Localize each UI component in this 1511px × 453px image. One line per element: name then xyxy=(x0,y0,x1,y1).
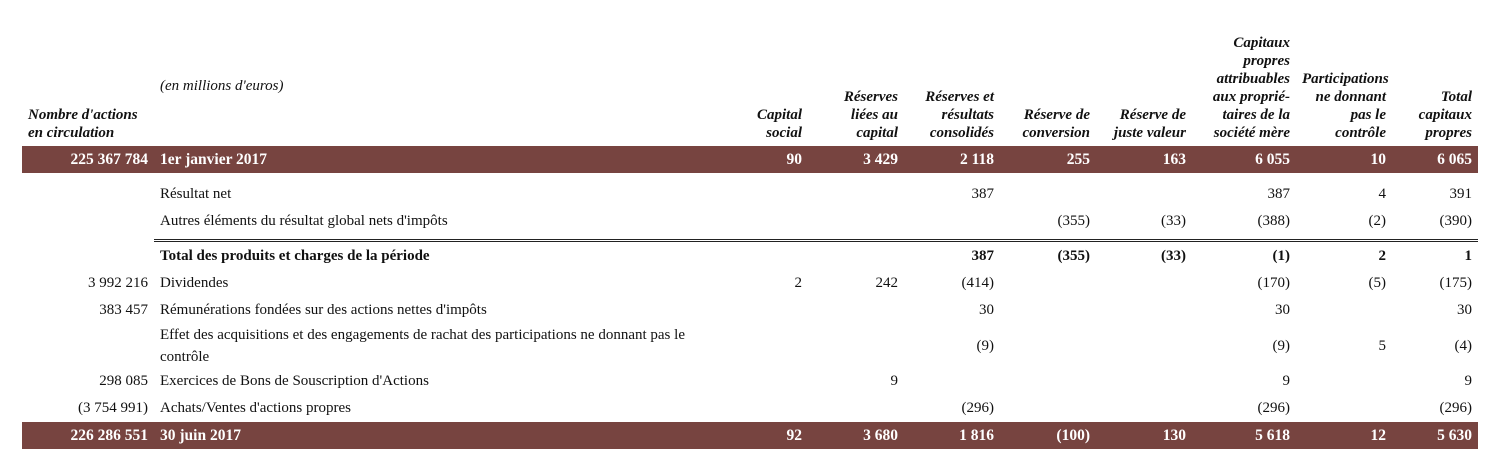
opening-value: 163 xyxy=(1096,146,1192,173)
row-value: (355) xyxy=(1057,213,1090,229)
total-value xyxy=(808,241,904,271)
row-value: (414) xyxy=(961,275,994,291)
closing-value: (100) xyxy=(1000,422,1096,449)
closing-balance-row xyxy=(22,422,1478,449)
row-value xyxy=(1296,368,1392,395)
row-shares xyxy=(22,208,154,235)
total-products-charges-row xyxy=(22,241,1478,271)
row-label: Dividendes xyxy=(160,275,229,291)
closing-value: 12 xyxy=(1296,422,1392,449)
opening-value: 3 429 xyxy=(808,146,904,173)
header-total: Total capitaux propres xyxy=(1418,89,1472,141)
closing-shares: 226 286 551 xyxy=(22,422,154,449)
header-reserves-capital: Réserves liées au capital xyxy=(843,89,898,141)
row-value: 9 xyxy=(890,373,898,389)
closing-value: 130 xyxy=(1096,422,1192,449)
opening-value: 6 055 xyxy=(1192,146,1296,173)
row-value: 30 xyxy=(979,302,994,318)
row-shares xyxy=(22,324,154,368)
row-value xyxy=(1000,270,1096,297)
opening-value: 2 118 xyxy=(904,146,1000,173)
row-value xyxy=(1096,297,1192,324)
row-value xyxy=(1000,368,1096,395)
row-value: (175) xyxy=(1439,275,1472,291)
row-value: 5 xyxy=(1378,338,1386,354)
row-label: Autres éléments du résultat global nets d'impôts xyxy=(160,213,448,229)
row-shares: (3 754 991) xyxy=(78,400,148,416)
row-value: 30 xyxy=(1275,302,1290,318)
header-shares-count: Nombre d'actions en circulation xyxy=(28,107,138,141)
row-value xyxy=(730,324,808,368)
closing-value: 3 680 xyxy=(808,422,904,449)
opening-balance-row xyxy=(22,146,1478,173)
row-shares: 3 992 216 xyxy=(88,275,148,291)
row-label: Résultat net xyxy=(160,186,232,202)
header-capital-social: Capital social xyxy=(756,107,802,141)
row-value xyxy=(730,297,808,324)
row-value xyxy=(730,208,808,235)
header-row xyxy=(22,0,1478,146)
total-value: 387 xyxy=(904,241,1000,271)
row-value: (4) xyxy=(1454,338,1472,354)
row-value: (170) xyxy=(1257,275,1290,291)
total-value: (1) xyxy=(1192,241,1296,271)
row-shares: 298 085 xyxy=(99,373,148,389)
row-label: Effet des acquisitions et des engagements de rachat des participations ne donnant pas le contrôle xyxy=(160,327,685,365)
table-row xyxy=(22,208,1478,235)
row-value: (390) xyxy=(1439,213,1472,229)
row-value: 9 xyxy=(1464,373,1472,389)
row-value xyxy=(1096,395,1192,422)
row-value xyxy=(1000,297,1096,324)
row-value xyxy=(1096,324,1192,368)
table-row xyxy=(22,270,1478,297)
row-value xyxy=(904,208,1000,235)
equity-statement-table xyxy=(22,0,1478,449)
header-reserve-conversion: Réserve de conversion xyxy=(1022,107,1090,141)
row-value: 387 xyxy=(1267,186,1290,202)
row-label: Exercices de Bons de Souscription d'Actions xyxy=(160,373,429,389)
row-value xyxy=(1000,181,1096,208)
row-value xyxy=(1096,270,1192,297)
row-value xyxy=(808,324,904,368)
row-shares: 383 457 xyxy=(99,302,148,318)
total-value: 2 xyxy=(1296,241,1392,271)
row-value: 4 xyxy=(1378,186,1386,202)
closing-value: 92 xyxy=(730,422,808,449)
table-row xyxy=(22,181,1478,208)
opening-value: 6 065 xyxy=(1392,146,1478,173)
row-value xyxy=(808,181,904,208)
row-value xyxy=(808,395,904,422)
row-value xyxy=(730,368,808,395)
table-row xyxy=(22,324,1478,368)
row-value xyxy=(808,208,904,235)
total-value xyxy=(730,241,808,271)
row-value: 391 xyxy=(1449,186,1472,202)
row-value xyxy=(1096,368,1192,395)
row-value: (5) xyxy=(1368,275,1386,291)
row-value xyxy=(1000,324,1096,368)
row-value: (9) xyxy=(976,338,994,354)
opening-shares: 225 367 784 xyxy=(22,146,154,173)
row-value xyxy=(1000,395,1096,422)
row-value: 2 xyxy=(794,275,802,291)
row-value xyxy=(730,181,808,208)
row-label: Achats/Ventes d'actions propres xyxy=(160,400,351,416)
total-value: (33) xyxy=(1096,241,1192,271)
row-value: 387 xyxy=(971,186,994,202)
opening-value: 10 xyxy=(1296,146,1392,173)
row-value: (9) xyxy=(1272,338,1290,354)
row-value xyxy=(808,297,904,324)
opening-value: 90 xyxy=(730,146,808,173)
row-value xyxy=(904,368,1000,395)
row-value: (296) xyxy=(961,400,994,416)
row-value: (296) xyxy=(1257,400,1290,416)
total-label: Total des produits et charges de la période xyxy=(154,241,730,271)
row-value xyxy=(1296,297,1392,324)
row-value: 242 xyxy=(875,275,898,291)
row-value: 9 xyxy=(1282,373,1290,389)
row-value: (2) xyxy=(1368,213,1386,229)
closing-label: 30 juin 2017 xyxy=(154,422,730,449)
row-value xyxy=(730,395,808,422)
header-capitaux-proprietaires: Capitaux propres attribuables aux proprié-taires de la société mère xyxy=(1212,35,1290,141)
header-participations: Participations ne donnant pas le contrôle xyxy=(1302,71,1389,141)
row-value: (388) xyxy=(1257,213,1290,229)
row-value: (33) xyxy=(1161,213,1186,229)
closing-value: 1 816 xyxy=(904,422,1000,449)
table-row xyxy=(22,368,1478,395)
total-value: 1 xyxy=(1392,241,1478,271)
row-value xyxy=(1096,181,1192,208)
header-reserves-resultats: Réserves et résultats consolidés xyxy=(925,89,994,141)
row-value: (296) xyxy=(1439,400,1472,416)
table-row xyxy=(22,297,1478,324)
opening-label: 1er janvier 2017 xyxy=(154,146,730,173)
row-value xyxy=(1296,395,1392,422)
table-row xyxy=(22,395,1478,422)
closing-value: 5 618 xyxy=(1192,422,1296,449)
row-shares xyxy=(22,181,154,208)
total-value: (355) xyxy=(1000,241,1096,271)
header-reserve-juste-valeur: Réserve de juste valeur xyxy=(1113,107,1186,141)
opening-value: 255 xyxy=(1000,146,1096,173)
header-units: (en millions d'euros) xyxy=(160,78,284,94)
row-label: Rémunérations fondées sur des actions nettes d'impôts xyxy=(160,302,487,318)
row-value: 30 xyxy=(1457,302,1472,318)
closing-value: 5 630 xyxy=(1392,422,1478,449)
